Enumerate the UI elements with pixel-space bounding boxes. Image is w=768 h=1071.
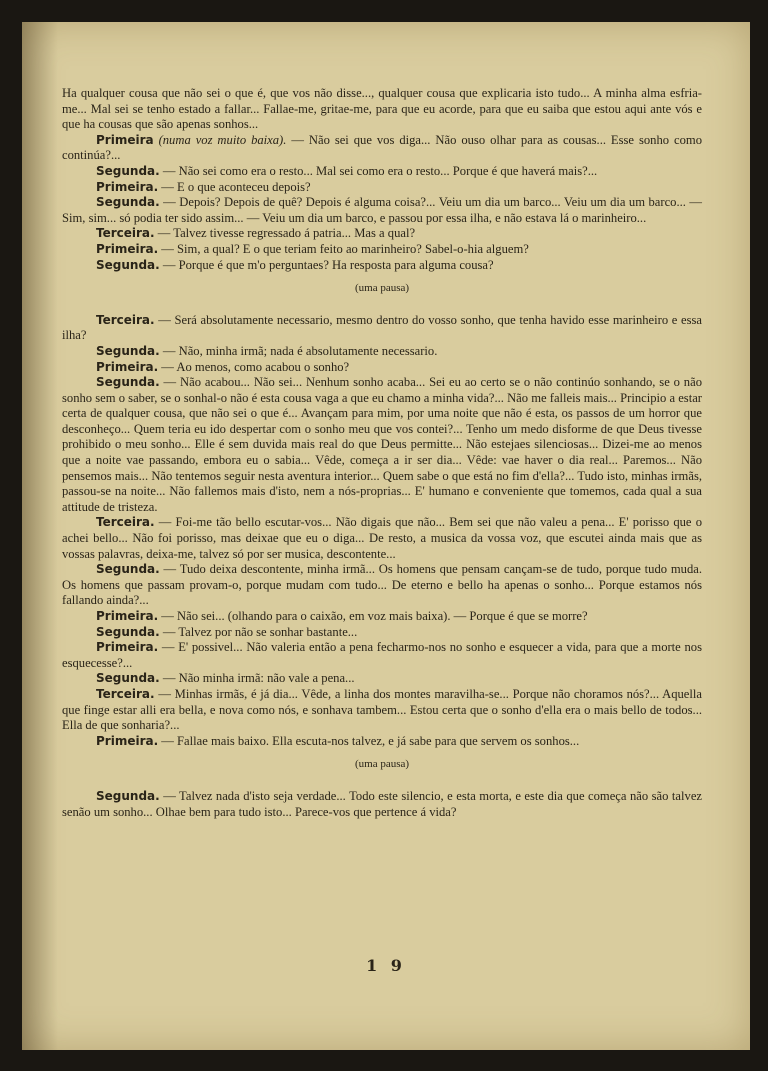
dialogue-paragraph bbox=[62, 562, 702, 609]
page-spine-shadow bbox=[22, 22, 58, 1050]
speaker-name: Segunda. bbox=[96, 375, 160, 390]
dialogue-text: — Sim, a qual? E o que teriam feito ao marinheiro? Sabel-o-hia alguem? bbox=[158, 241, 529, 256]
speaker-name: Terceira. bbox=[96, 226, 155, 241]
page-number: 1 9 bbox=[366, 956, 406, 975]
dialogue-block-3 bbox=[62, 789, 702, 820]
dialogue-paragraph bbox=[62, 344, 702, 360]
stage-direction-pause-2: (uma pausa) bbox=[354, 758, 410, 771]
dialogue-paragraph bbox=[62, 313, 702, 344]
dialogue-paragraph bbox=[62, 625, 702, 641]
dialogue-paragraph bbox=[62, 687, 702, 734]
dialogue-paragraph bbox=[62, 226, 702, 242]
dialogue-block-2 bbox=[62, 313, 702, 750]
dialogue-text: — Ao menos, como acabou o sonho? bbox=[158, 359, 350, 374]
dialogue-text: — Não acabou... Não sei... Nenhum sonho acaba... Sei eu ao certo se o não continúo sonhando, se o não sonho sem o saber, se o sonhal-o não é esta cousa vaga a que eu chamo a minha vida?... Não me falleis mais... Principio a estar certa de qualquer cousa, que não sei o que é... Avançam para mim, por uma noite que não é esta, os passos de um horror que desconheço... Quem teria eu ido despertar com o sonho meu que vos contei?... Tenho um medo disforme de que Deus tivesse prohibido o meu sonho... Elle é sem duvida mais real do que Deus permitte... Não estejaes silenciosas... Dizei-me ao menos que a noite vae passando, embora eu o sabia... Vêde, começa a ir ser dia... Vêde: vae haver o dia real... Paremos... Não pensemos mais... Não tentemos seguir nesta aventura interior... Quem sabe o que está no fim d'ella?... Tudo isto, minhas irmãs, passou-se na noite... Não fallemos mais d'isto, nem a nós-proprias... E' humano e conveniente que tomemos, cada qual a sua attitude de tristeza. bbox=[62, 375, 702, 514]
dialogue-paragraph bbox=[62, 375, 702, 515]
stage-direction-pause-1: (uma pausa) bbox=[354, 282, 410, 295]
dialogue-text: — Minhas irmãs, é já dia... Vêde, a linha dos montes maravilha-se... Porque não choramos nós?... Aquella que finge estar alli era bella, e nova como nós, e sonhava tambem... Estou certa que o sonho d'ella era o mais bello de todos... Ella de que sonharia?... bbox=[62, 686, 702, 733]
dialogue-paragraph bbox=[62, 609, 702, 625]
dialogue-paragraph bbox=[62, 789, 702, 820]
dialogue-text: — Tudo deixa descontente, minha irmã... Os homens que pensam cançam-se de tudo, porque tudo muda. Os homens que passam provam-o, porque mudam com tudo... De eterno e bello ha apenas o sonho... Porque estamos nós fallando ainda?... bbox=[62, 562, 702, 608]
dialogue-text: Ha qualquer cousa que não sei o que é, que vos não disse..., qualquer cousa que explicaria isto tudo... A minha alma esfria-me... Mal sei se tenho estado a fallar... Fallae-me, gritae-me, para que eu acorde, para que eu saiba que estou aqui ante vós e que ha cousas que são apenas sonhos... bbox=[62, 86, 702, 132]
speaker-name: Primeira. bbox=[96, 640, 159, 655]
speaker-name: Segunda. bbox=[96, 163, 160, 178]
speaker-name: Primeira. bbox=[96, 733, 159, 748]
dialogue-paragraph bbox=[62, 734, 702, 750]
speaker-name: Primeira. bbox=[96, 241, 159, 256]
dialogue-text: — Talvez tivesse regressado á patria... Mas a qual? bbox=[154, 226, 416, 241]
speaker-name: Segunda. bbox=[96, 195, 160, 210]
dialogue-text: — Fallae mais baixo. Ella escuta-nos talvez, e já sabe para que servem os sonhos... bbox=[158, 733, 580, 748]
dialogue-text: — Foi-me tão bello escutar-vos... Não digais que não... Bem sei que não valeu a pena... E' porisso que o achei bello... Não foi porisso, mas deixae que eu o diga... De resto, a musica da vossa voz, que escutei ainda mais que as vossas palavras, deixa-me, talvez só por ser musica, descontente... bbox=[62, 515, 702, 561]
stage-direction: (numa voz muito baixa). bbox=[158, 132, 287, 147]
speaker-name: Segunda. bbox=[96, 671, 160, 686]
dialogue-text: — Não, minha irmã; nada é absolutamente necessario. bbox=[159, 343, 438, 358]
dialogue-text: — E' possivel... Não valeria então a pena fecharmo-nos no sonho e esquecer a vida, para que a morte nos esquecesse?... bbox=[62, 640, 702, 670]
speaker-name: Primeira bbox=[96, 132, 154, 147]
dialogue-paragraph bbox=[62, 180, 702, 196]
dialogue-text: — Não sei como era o resto... Mal sei como era o resto... Porque é que haverá mais?... bbox=[159, 163, 598, 178]
dialogue-text: — Talvez por não se sonhar bastante... bbox=[159, 624, 358, 639]
speaker-name: Primeira. bbox=[96, 179, 159, 194]
speaker-name: Primeira. bbox=[96, 609, 159, 623]
dialogue-paragraph bbox=[62, 515, 702, 562]
dialogue-paragraph bbox=[62, 133, 702, 164]
speaker-name: Segunda. bbox=[96, 624, 160, 639]
dialogue-text: — Será absolutamente necessario, mesmo dentro do vosso sonho, que tenha havido esse marinheiro e essa ilha? bbox=[62, 312, 702, 343]
dialogue-text: — Não sei... (olhando para o caixão, em voz mais baixa). — Porque é que se morre? bbox=[158, 609, 588, 623]
speaker-name: Segunda. bbox=[96, 562, 160, 577]
speaker-name: Terceira. bbox=[96, 312, 155, 327]
speaker-name: Segunda. bbox=[96, 788, 160, 803]
dialogue-paragraph bbox=[62, 86, 702, 133]
dialogue-text: — Porque é que m'o perguntaes? Ha resposta para alguma cousa? bbox=[159, 257, 494, 272]
dialogue-text: — Não sei que vos diga... Não ouso olhar para as cousas... Esse sonho como continúa?... bbox=[62, 132, 702, 163]
speaker-name: Segunda. bbox=[96, 343, 160, 358]
dialogue-paragraph bbox=[62, 360, 702, 376]
page-text bbox=[62, 86, 702, 820]
speaker-name: Terceira. bbox=[96, 515, 155, 530]
dialogue-text: — Talvez nada d'isto seja verdade... Todo este silencio, e esta morta, e este dia que começa não são talvez senão um sonho... Olhae bem para tudo isto... Parece-vos que pertence á vida? bbox=[62, 788, 702, 819]
dialogue-text: — E o que aconteceu depois? bbox=[158, 179, 311, 194]
dialogue-block-1 bbox=[62, 86, 702, 273]
dialogue-paragraph bbox=[62, 671, 702, 687]
dialogue-paragraph bbox=[62, 195, 702, 226]
dialogue-text: — Não minha irmã: não vale a pena... bbox=[159, 671, 355, 686]
dialogue-paragraph bbox=[62, 164, 702, 180]
dialogue-paragraph bbox=[62, 242, 702, 258]
speaker-name: Primeira. bbox=[96, 359, 159, 374]
speaker-name: Terceira. bbox=[96, 686, 155, 701]
book-page bbox=[22, 22, 750, 1050]
dialogue-paragraph bbox=[62, 258, 702, 274]
speaker-name: Segunda. bbox=[96, 257, 160, 272]
dialogue-text: — Depois? Depois de quê? Depois é alguma coisa?... Veiu um dia um barco... Veiu um dia um barco... — Sim, sim... só podia ter sido assim... — Veiu um dia um barco, e passou por essa ilha, e não estava lá o marinheiro... bbox=[62, 195, 702, 225]
dialogue-paragraph bbox=[62, 640, 702, 671]
